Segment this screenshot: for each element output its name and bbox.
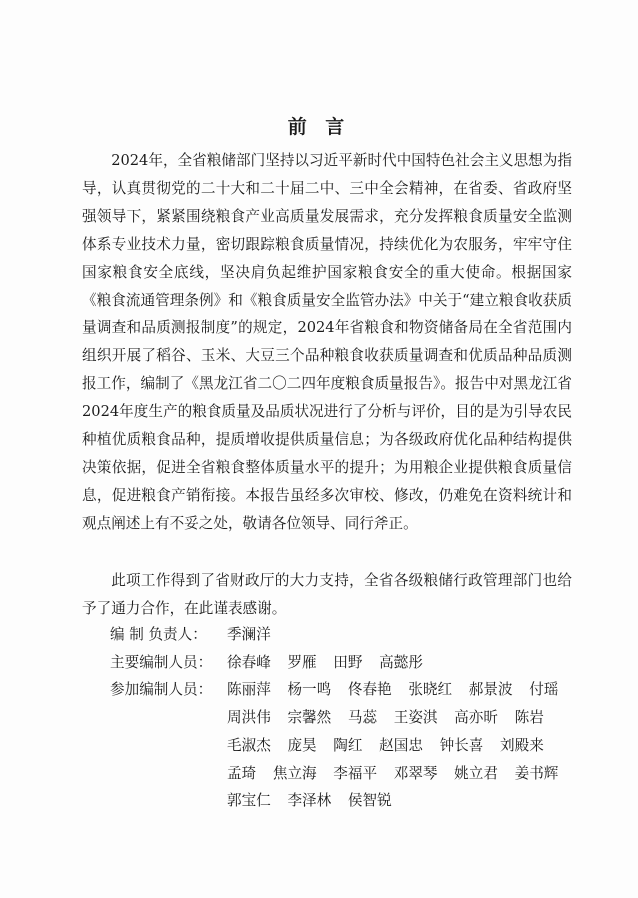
credit-names	[227, 621, 572, 649]
credit-label: 编 制 负责人：	[110, 626, 207, 643]
credit-row-participants	[82, 676, 572, 815]
person-name: 杨一鸣	[287, 681, 332, 699]
person-name: 郝景波	[468, 681, 513, 699]
person-name: 付瑶	[529, 681, 559, 699]
person-name: 陈丽萍	[227, 681, 271, 699]
person-name: 罗雁	[287, 653, 317, 671]
page-title: 前 言	[287, 116, 351, 138]
person-name: 王姿淇	[393, 709, 438, 727]
credits-list	[82, 621, 572, 815]
credit-row-main	[82, 649, 572, 677]
person-name: 陈岩	[514, 709, 544, 727]
person-name: 张晓红	[408, 681, 453, 699]
credit-names	[227, 676, 572, 815]
person-name: 庞昊	[287, 736, 317, 754]
person-name: 孟琦	[227, 764, 257, 782]
credit-label: 主要编制人员：	[110, 653, 213, 671]
person-name: 刘殿来	[500, 736, 544, 754]
person-name: 赵国忠	[379, 736, 423, 754]
person-name: 陶红	[333, 736, 363, 754]
person-name: 李福平	[333, 764, 378, 782]
person-name: 宗馨然	[287, 709, 332, 727]
person-name: 邓翠琴	[393, 764, 438, 782]
person-name: 焦立海	[272, 764, 317, 782]
person-name: 郭宝仁	[227, 792, 271, 810]
person-name: 高懿彤	[379, 653, 423, 671]
person-name: 李泽林	[287, 792, 332, 810]
credit-names	[227, 649, 572, 677]
person-name: 钟长喜	[439, 736, 484, 754]
person-name: 周洪伟	[227, 709, 271, 727]
person-name: 田野	[333, 653, 363, 671]
person-name: 姜书辉	[514, 764, 559, 782]
person-name: 毛淑杰	[227, 736, 271, 754]
person-name: 侯智锐	[347, 792, 392, 810]
acknowledgement-paragraph: 此项工作得到了省财政厅的大力支持，全省各级粮储行政管理部门也给予了通力合作，在此谨表感谢。	[82, 572, 572, 617]
person-name: 佟春艳	[347, 681, 392, 699]
person-name: 徐春峰	[227, 653, 271, 671]
person-name: 季澜洋	[227, 626, 271, 643]
person-name: 姚立君	[454, 764, 498, 782]
credit-row-lead	[82, 621, 572, 649]
preface-paragraph-1: 2024年，全省粮储部门坚持以习近平新时代中国特色社会主义思想为指导，认真贯彻党的二十大和二十届二中、三中全会精神，在省委、省政府坚强领导下，紧紧围绕粮食产业高质量发展需求，充分发挥粮食质量安全监测体系专业技术力量，密切跟踪粮食质量情况，持续优化为农服务，牢牢守住国家粮食安全底线，坚决肩负起维护国家粮食安全的重大使命。根据国家《粮食流通管理条例》和《粮食质量安全监管办法》中关于“建立粮食收获质量调查和品质测报制度”的规定，2024年省粮食和物资储备局在全省范围内组织开展了稻谷、玉米、大豆三个品种粮食收获质量调查和优质品种品质测报工作，编制了《黑龙江省二〇二四年度粮食质量报告》。报告中对黑龙江省2024年度生产的粮食质量及品质状况进行了分析与评价，目的是为引导农民种植优质粮食品种，提质增收提供质量信息；为各级政府优化品种结构提供决策依据，促进全省粮食整体质量水平的提升；为用粮企业提供粮食质量信息，促进粮食产销衔接。本报告虽经多次审校、修改，仍难免在资料统计和观点阐述上有不妥之处，敬请各位领导、同行斧正。	[82, 152, 572, 532]
person-name: 马蕊	[347, 709, 378, 727]
person-name: 高亦昕	[454, 709, 498, 727]
credit-label: 参加编制人员：	[110, 681, 213, 699]
